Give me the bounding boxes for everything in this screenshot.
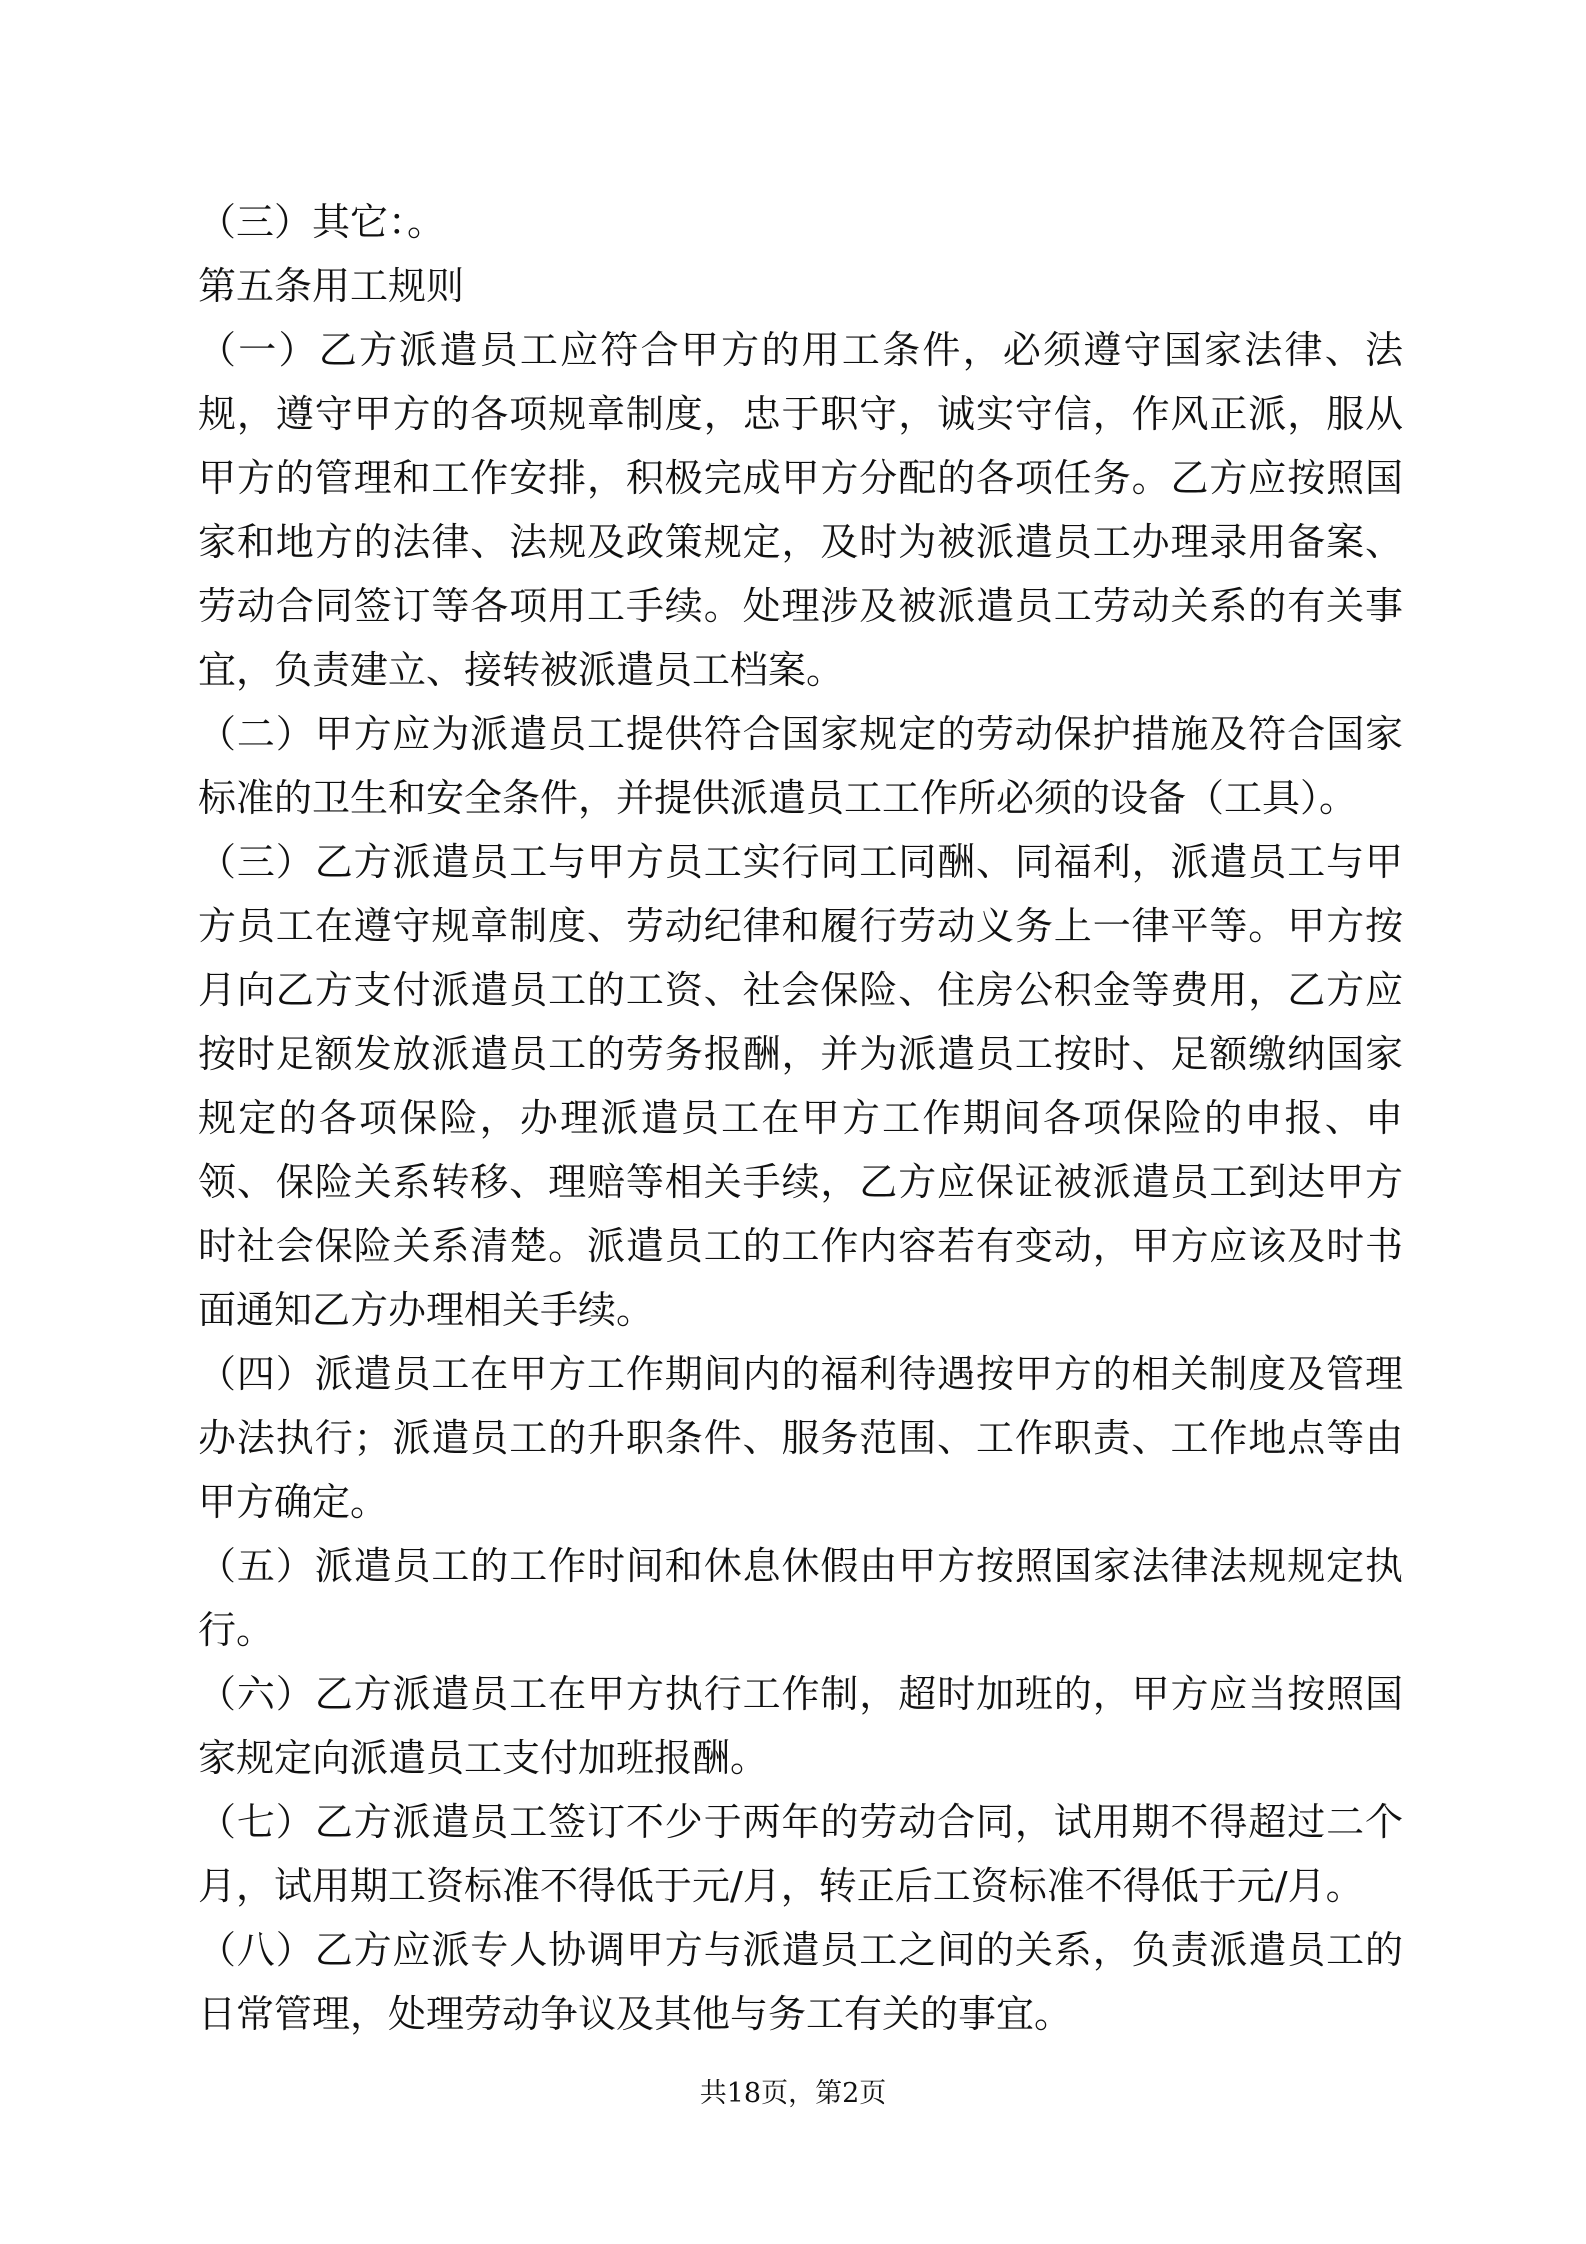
clause-5: （五）派遣员工的工作时间和休息休假由甲方按照国家法律法规规定执行。 bbox=[198, 1544, 1403, 1652]
clause-3: （三）乙方派遣员工与甲方员工实行同工同酬、同福利，派遣员工与甲方员工在遵守规章制度、劳动纪律和履行劳动义务上一律平等。甲方按月向乙方支付派遣员工的工资、社会保险、住房公积金等费用，乙方应按时足额发放派遣员工的劳务报酬，并为派遣员工按时、足额缴纳国家规定的各项保险，办理派遣员工在甲方工作期间各项保险的申报、申领、保险关系转移、理赔等相关手续，乙方应保证被派遣员工到达甲方时社会保险关系清楚。派遣员工的工作内容若有变动，甲方应该及时书面通知乙方办理相关手续。 bbox=[198, 840, 1403, 1332]
clause-2: （二）甲方应为派遣员工提供符合国家规定的劳动保护措施及符合国家标准的卫生和安全条件，并提供派遣员工工作所必须的设备（工具）。 bbox=[198, 712, 1403, 820]
clause-8: （八）乙方应派专人协调甲方与派遣员工之间的关系，负责派遣员工的日常管理，处理劳动争议及其他与务工有关的事宜。 bbox=[198, 1928, 1403, 2036]
clause-1: （一）乙方派遣员工应符合甲方的用工条件，必须遵守国家法律、法规，遵守甲方的各项规章制度，忠于职守，诚实守信，作风正派，服从甲方的管理和工作安排，积极完成甲方分配的各项任务。乙方应按照国家和地方的法律、法规及政策规定，及时为被派遣员工办理录用备案、劳动合同签订等各项用工手续。处理涉及被派遣员工劳动关系的有关事宜，负责建立、接转被派遣员工档案。 bbox=[198, 328, 1403, 692]
clause-6: （六）乙方派遣员工在甲方执行工作制，超时加班的，甲方应当按照国家规定向派遣员工支付加班报酬。 bbox=[198, 1672, 1403, 1780]
clause-7: （七）乙方派遣员工签订不少于两年的劳动合同，试用期不得超过二个月，试用期工资标准不得低于元/月，转正后工资标准不得低于元/月。 bbox=[198, 1800, 1403, 1908]
clause-other: （三）其它：。 bbox=[198, 200, 446, 244]
page-footer: 共18页，第2页 bbox=[699, 2078, 887, 2109]
document-body bbox=[198, 190, 1403, 2046]
clause-4: （四）派遣员工在甲方工作期间内的福利待遇按甲方的相关制度及管理办法执行；派遣员工的升职条件、服务范围、工作职责、工作地点等由甲方确定。 bbox=[198, 1352, 1403, 1524]
article-five-heading: 第五条用工规则 bbox=[198, 264, 465, 308]
